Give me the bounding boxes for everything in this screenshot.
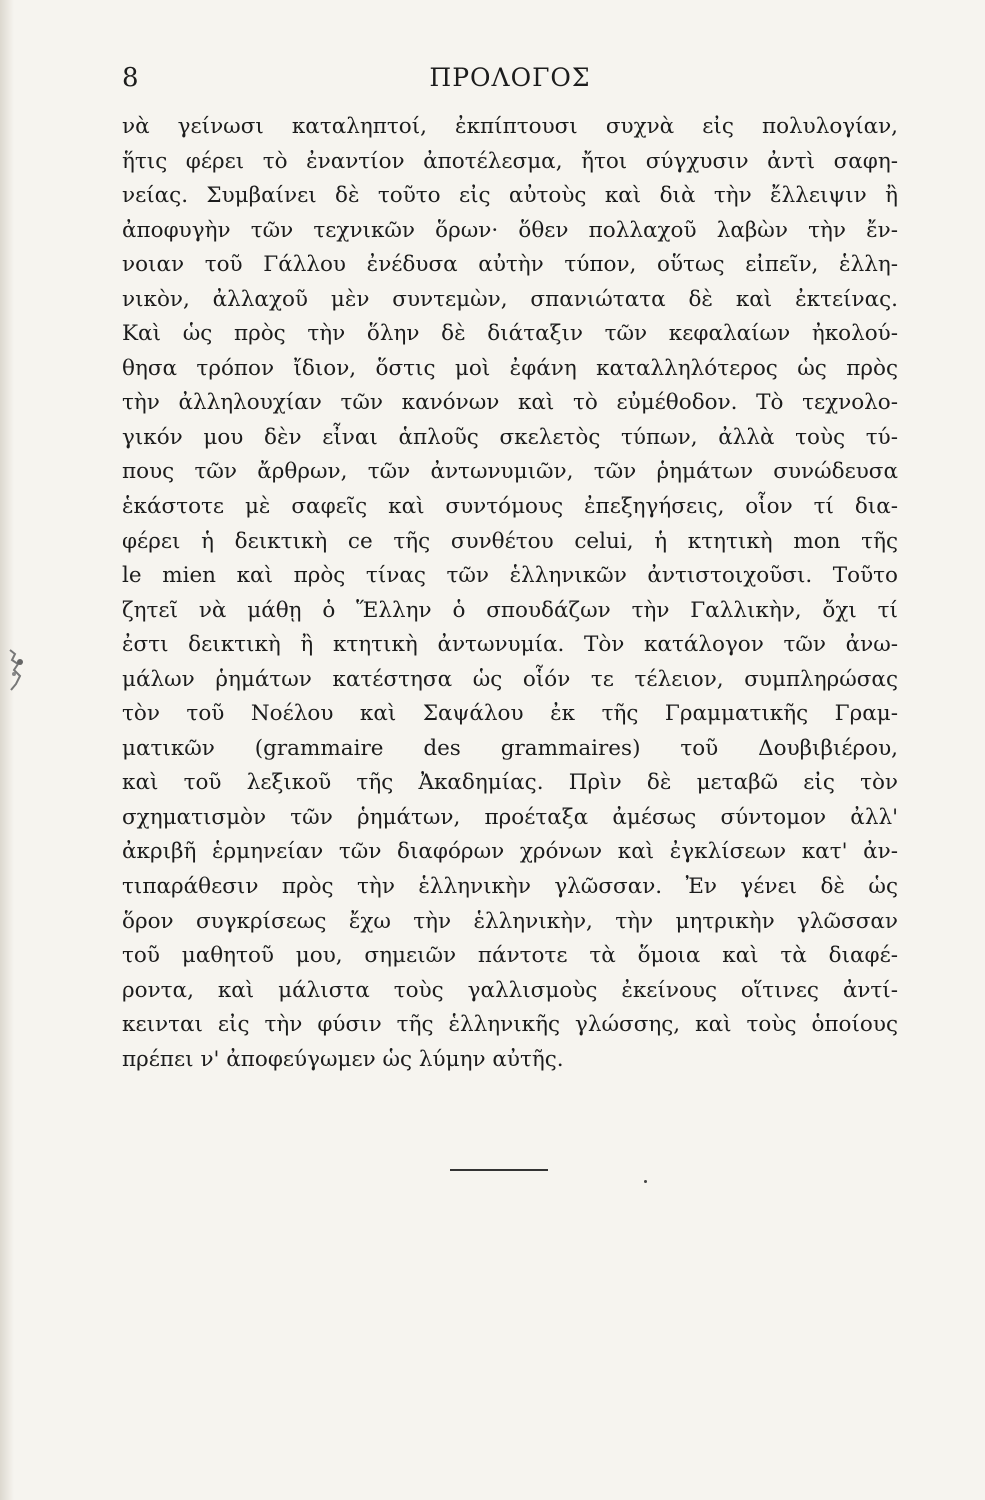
- text-line: νικὸν, ἀλλαχοῦ μὲν συντεμὼν, σπανιώτατα δὲ καὶ ἐκτείνας.: [122, 286, 898, 312]
- margin-ink-smudge: [6, 640, 30, 700]
- text-line: κεινται εἰς τὴν φύσιν τῆς ἑλληνικῆς γλώσσης, καὶ τοὺς ὁποίους: [122, 1012, 898, 1038]
- text-line: ἥτις φέρει τὸ ἐναντίον ἀποτέλεσμα, ἤτοι σύγχυσιν ἀντὶ σαφη-: [122, 148, 898, 174]
- text-line: μάλων ῥημάτων κατέστησα ὡς οἷόν τε τέλειον, συμπληρώσας: [122, 666, 898, 692]
- text-line: ὅρον συγκρίσεως ἔχω τὴν ἑλληνικὴν, τὴν μητρικὴν γλῶσσαν: [122, 908, 898, 934]
- text-line: ἀκριβῆ ἑρμηνείαν τῶν διαφόρων χρόνων καὶ ἐγκλίσεων κατ' ἀν-: [122, 839, 898, 865]
- text-line: φέρει ἡ δεικτικὴ ce τῆς συνθέτου celui, ἡ κτητικὴ mon τῆς: [122, 528, 898, 554]
- text-line: καὶ τοῦ λεξικοῦ τῆς Ἀκαδημίας. Πρὶν δὲ μεταβῶ εἰς τὸν: [122, 770, 898, 796]
- page-spine-shadow: [0, 0, 14, 1500]
- text-line: ζητεῖ νὰ μάθῃ ὁ Ἕλλην ὁ σπουδάζων τὴν Γαλλικὴν, ὄχι τί: [122, 597, 898, 623]
- body-text: [122, 110, 898, 1077]
- text-line: νείας. Συμβαίνει δὲ τοῦτο εἰς αὐτοὺς καὶ διὰ τὴν ἔλλειψιν ἢ: [122, 183, 898, 209]
- page-header: [122, 60, 898, 100]
- text-line: τὴν ἀλληλουχίαν τῶν κανόνων καὶ τὸ εὐμέθοδον. Τὸ τεχνολο-: [122, 390, 898, 416]
- running-title: ΠΡΟΛΟΓΟΣ: [429, 63, 591, 92]
- text-line: le mien καὶ πρὸς τίνας τῶν ἑλληνικῶν ἀντιστοιχοῦσι. Τοῦτο: [122, 563, 898, 589]
- text-line: ἑκάστοτε μὲ σαφεῖς καὶ συντόμους ἐπεξηγήσεις, οἷον τί δια-: [122, 494, 898, 520]
- section-end-rule: [450, 1169, 548, 1171]
- text-line: ἀποφυγὴν τῶν τεχνικῶν ὅρων· ὅθεν πολλαχοῦ λαβὼν τὴν ἔν-: [122, 217, 898, 243]
- text-line: σχηματισμὸν τῶν ῥημάτων, προέταξα ἀμέσως σύντομον ἀλλ': [122, 804, 898, 830]
- text-line: γικόν μου δὲν εἶναι ἁπλοῦς σκελετὸς τύπων, ἀλλὰ τοὺς τύ-: [122, 424, 898, 450]
- text-line: πους τῶν ἄρθρων, τῶν ἀντωνυμιῶν, τῶν ῥημάτων συνώδευσα: [122, 459, 898, 485]
- text-line: τὸν τοῦ Νοέλου καὶ Σαψάλου ἐκ τῆς Γραμματικῆς Γραμ-: [122, 701, 898, 727]
- stray-ink-dot: [644, 1180, 647, 1183]
- text-line: ροντα, καὶ μάλιστα τοὺς γαλλισμοὺς ἐκείνους οἵτινες ἀντί-: [122, 977, 898, 1003]
- text-line: τιπαράθεσιν πρὸς τὴν ἑλληνικὴν γλῶσσαν. Ἐν γένει δὲ ὡς: [122, 874, 898, 900]
- page-number: 8: [122, 63, 139, 93]
- text-line: θησα τρόπον ἴδιον, ὅστις μοὶ ἐφάνη καταλληλότερος ὡς πρὸς: [122, 355, 898, 381]
- text-line: νὰ γείνωσι καταληπτοί, ἐκπίπτουσι συχνὰ εἰς πολυλογίαν,: [122, 114, 898, 139]
- text-line: ματικῶν (grammaire des grammaires) τοῦ Δουβιβιέρου,: [122, 735, 898, 761]
- text-line: Καὶ ὡς πρὸς τὴν ὅλην δὲ διάταξιν τῶν κεφαλαίων ἠκολού-: [122, 321, 898, 347]
- text-line: νοιαν τοῦ Γάλλου ἐνέδυσα αὐτὴν τύπον, οὕτως εἰπεῖν, ἑλλη-: [122, 252, 898, 278]
- text-line: ἐστι δεικτικὴ ἢ κτητικὴ ἀντωνυμία. Τὸν κατάλογον τῶν ἀνω-: [122, 632, 898, 658]
- text-line: πρέπει ν' ἀποφεύγωμεν ὡς λύμην αὐτῆς.: [122, 1046, 564, 1072]
- text-line: τοῦ μαθητοῦ μου, σημειῶν πάντοτε τὰ ὅμοια καὶ τὰ διαφέ-: [122, 943, 898, 969]
